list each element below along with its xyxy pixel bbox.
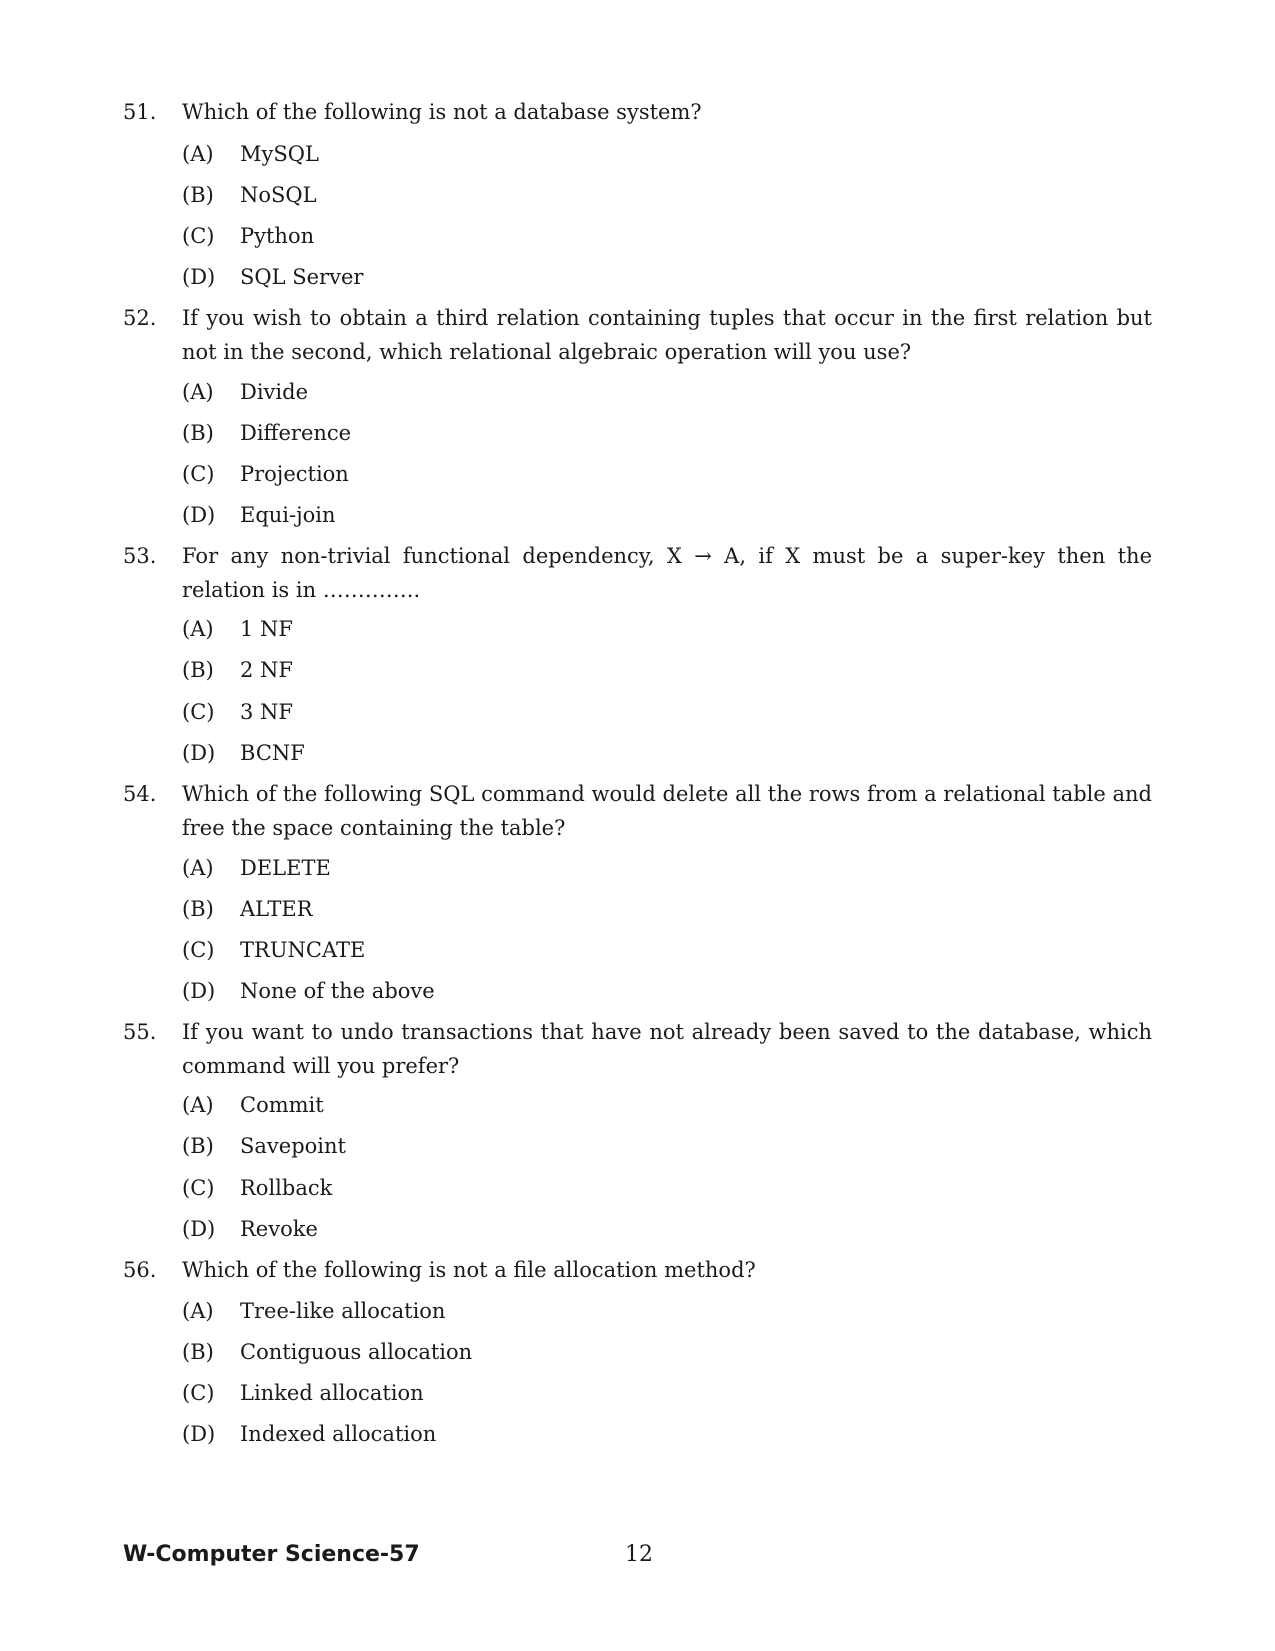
question-text: Which of the following SQL command would delete all the rows from a relational table and free the space containing the table? <box>182 782 1152 840</box>
option-54-c <box>0 933 1275 967</box>
option-55-d <box>0 1212 1275 1246</box>
option-label: (B) <box>182 183 214 207</box>
option-text: None of the above <box>240 979 435 1003</box>
option-label: (B) <box>182 658 214 682</box>
footer-paper-code: W-Computer Science-57 <box>123 1542 420 1567</box>
option-label: (C) <box>182 938 215 962</box>
option-52-d <box>0 498 1275 532</box>
option-label: (D) <box>182 741 216 765</box>
option-text: Savepoint <box>240 1134 346 1158</box>
option-55-a <box>0 1088 1275 1122</box>
option-56-d <box>0 1417 1275 1451</box>
option-54-d <box>0 974 1275 1008</box>
question-text: If you want to undo transactions that have not already been saved to the database, which command will you prefer? <box>182 1020 1152 1078</box>
option-51-c <box>0 219 1275 253</box>
option-55-b <box>0 1129 1275 1163</box>
option-label: (B) <box>182 1134 214 1158</box>
option-text: NoSQL <box>240 183 317 207</box>
option-56-c <box>0 1376 1275 1410</box>
option-text: DELETE <box>240 856 331 880</box>
option-54-b <box>0 892 1275 926</box>
option-text: Difference <box>240 421 352 445</box>
question-number: 56. <box>123 1258 157 1282</box>
option-text: Tree-like allocation <box>240 1299 446 1323</box>
option-label: (C) <box>182 462 215 486</box>
option-text: Contiguous allocation <box>240 1340 473 1364</box>
option-label: (A) <box>182 617 214 641</box>
option-label: (C) <box>182 1381 215 1405</box>
option-text: Linked allocation <box>240 1381 424 1405</box>
option-53-b <box>0 653 1275 687</box>
option-label: (D) <box>182 979 216 1003</box>
option-label: (B) <box>182 1340 214 1364</box>
question-number: 55. <box>123 1020 157 1044</box>
question-text: Which of the following is not a file allocation method? <box>182 1258 756 1282</box>
option-label: (D) <box>182 1422 216 1446</box>
option-label: (C) <box>182 1176 215 1200</box>
option-text: Projection <box>240 462 349 486</box>
option-label: (A) <box>182 142 214 166</box>
option-label: (A) <box>182 380 214 404</box>
option-52-b <box>0 416 1275 450</box>
option-text: Divide <box>240 380 309 404</box>
option-text: MySQL <box>240 142 319 166</box>
option-54-a <box>0 851 1275 885</box>
option-52-c <box>0 457 1275 491</box>
option-label: (A) <box>182 1093 214 1117</box>
option-label: (B) <box>182 897 214 921</box>
option-51-b <box>0 178 1275 212</box>
option-text: Equi-join <box>240 503 336 527</box>
question-text: If you wish to obtain a third relation containing tuples that occur in the first relation but not in the second, which relational algebraic operation will you use? <box>182 306 1152 364</box>
option-text: Revoke <box>240 1217 318 1241</box>
option-53-c <box>0 695 1275 729</box>
option-label: (D) <box>182 503 216 527</box>
option-label: (A) <box>182 1299 214 1323</box>
question-text: For any non-trivial functional dependency, X → A, if X must be a super-key then the relation is in ………….. <box>182 544 1152 602</box>
option-label: (A) <box>182 856 214 880</box>
option-text: 1 NF <box>240 617 293 641</box>
option-56-b <box>0 1335 1275 1369</box>
question-number: 51. <box>123 100 157 124</box>
option-text: TRUNCATE <box>240 938 366 962</box>
option-text: 2 NF <box>240 658 293 682</box>
option-text: 3 NF <box>240 700 293 724</box>
option-text: Rollback <box>240 1176 333 1200</box>
option-label: (C) <box>182 700 215 724</box>
option-52-a <box>0 375 1275 409</box>
question-number: 52. <box>123 306 157 330</box>
option-label: (B) <box>182 421 214 445</box>
option-text: Indexed allocation <box>240 1422 437 1446</box>
option-text: ALTER <box>240 897 313 921</box>
option-label: (D) <box>182 1217 216 1241</box>
option-text: BCNF <box>240 741 305 765</box>
option-label: (D) <box>182 265 216 289</box>
option-55-c <box>0 1171 1275 1205</box>
option-53-d <box>0 736 1275 770</box>
question-number: 53. <box>123 544 157 568</box>
option-53-a <box>0 612 1275 646</box>
option-56-a <box>0 1294 1275 1328</box>
option-51-d <box>0 260 1275 294</box>
option-51-a <box>0 137 1275 171</box>
option-label: (C) <box>182 224 215 248</box>
question-number: 54. <box>123 782 157 806</box>
page-number: 12 <box>625 1542 653 1567</box>
option-text: SQL Server <box>240 265 364 289</box>
option-text: Python <box>240 224 315 248</box>
option-text: Commit <box>240 1093 324 1117</box>
question-text: Which of the following is not a database system? <box>182 100 702 124</box>
